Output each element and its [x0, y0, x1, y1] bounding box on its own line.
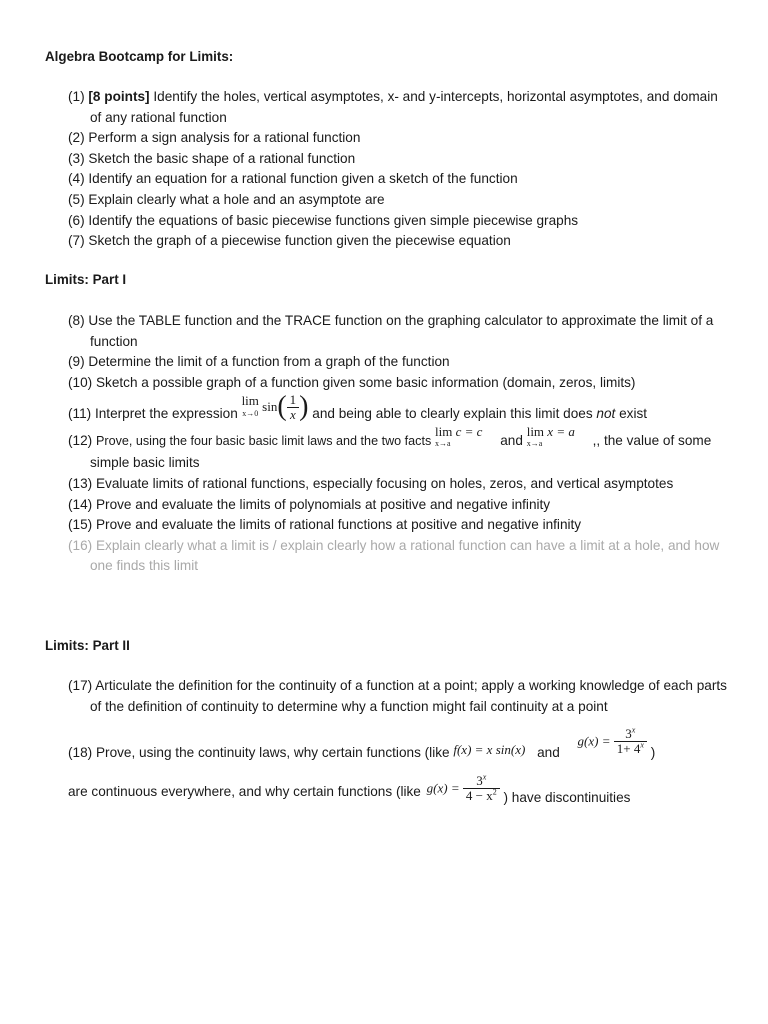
limit-fact-1: lim c = c x→a: [435, 424, 483, 449]
list-item: (16) Explain clearly what a limit is / explain clearly how a rational function can have a limit at a hole, and how one finds this limit: [68, 537, 720, 574]
limit-expression: lim x→0 sin( $\frac{1}{x}$ ): [241, 391, 309, 423]
list-item: (17) Articulate the definition for the continuity of a function at a point; apply a working knowledge of each parts of the definition of continuity to determine why a function might fail continuity at a point: [68, 678, 727, 714]
list-item: (1) [8 points] Identify the holes, vertical asymptotes, x- and y-intercepts, horizontal asymptotes, and domain of any rational function: [68, 89, 718, 125]
function-f: f(x) = x sin(x): [453, 742, 526, 758]
list-item: (9) Determine the limit of a function from a graph of the function: [68, 354, 450, 370]
section-heading-part2: Limits: Part II: [45, 638, 130, 653]
list-item: (10) Sketch a possible graph of a function given some basic information (domain, zeros, limits): [68, 374, 636, 390]
list-item: (18) Prove, using the continuity laws, why certain functions (like f(x) = x sin(x) and g(x) = $\frac{3^x}{1+ 4^x}$ ) are continuous everywhere, and why certain functions (like g(x) = $\frac{3^x}{4 - x^2}$ ) have discontinuities: [68, 725, 656, 806]
section-heading-algebra: Algebra Bootcamp for Limits:: [45, 49, 234, 64]
list-item: (5) Explain clearly what a hole and an asymptote are: [68, 191, 385, 207]
list-item: (14) Prove and evaluate the limits of polynomials at positive and negative infinity: [68, 496, 551, 512]
limit-fact-2: lim x = a x→a: [526, 424, 575, 449]
list-part1: [68, 311, 728, 577]
list-item: (11) Interpret the expression lim x→0 sin( $\frac{1}{x}$ ) and being able to clearly explain this limit does not exist: [68, 391, 648, 423]
section-heading-part1: Limits: Part I: [45, 272, 127, 287]
list-part2: [68, 676, 728, 807]
function-g1: g(x) = $\frac{3^x}{1+ 4^x}$: [578, 727, 647, 756]
list-item: (13) Evaluate limits of rational functions, especially focusing on holes, zeros, and vertical asymptotes: [68, 475, 674, 491]
list-item: (15) Prove and evaluate the limits of rational functions at positive and negative infinity: [68, 517, 582, 533]
list-algebra: [68, 87, 728, 252]
list-item: (7) Sketch the graph of a piecewise function given the piecewise equation: [68, 233, 511, 249]
list-item: (3) Sketch the basic shape of a rational function: [68, 150, 356, 166]
list-item: (12) Prove, using the four basic basic limit laws and the two facts lim c = c x→a and lim x = a x→a ,, the value of some simple basic limits: [68, 424, 712, 471]
list-item: (2) Perform a sign analysis for a rational function: [68, 130, 361, 146]
list-item: (6) Identify the equations of basic piecewise functions given simple piecewise graphs: [68, 212, 579, 228]
function-g2: g(x) = $\frac{3^x}{4 - x^2}$: [427, 774, 500, 803]
list-item: (8) Use the TABLE function and the TRACE function on the graphing calculator to approximate the limit of a function: [68, 313, 714, 349]
list-item: (4) Identify an equation for a rational function given a sketch of the function: [68, 171, 518, 187]
